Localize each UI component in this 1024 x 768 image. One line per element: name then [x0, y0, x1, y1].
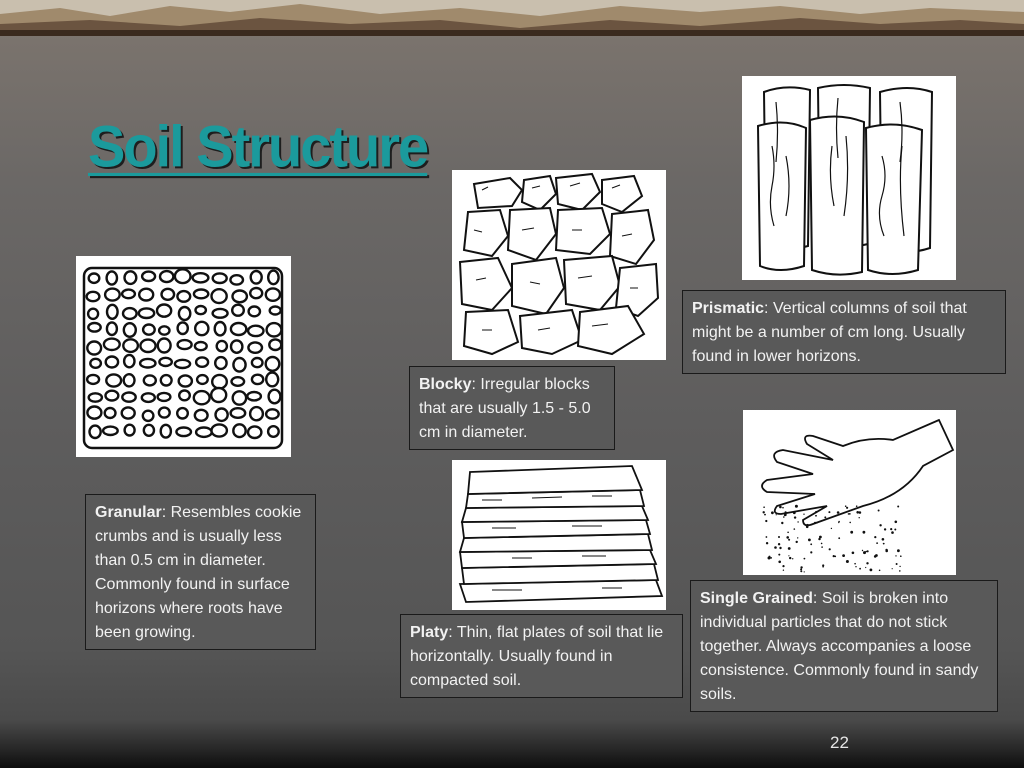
- slide-title: Soil Structure: [88, 113, 428, 180]
- single-grained-soil-image: [743, 410, 956, 575]
- granular-caption: [85, 494, 316, 650]
- landscape-banner: [0, 0, 1024, 36]
- granular-term: Granular: [95, 504, 162, 521]
- blocky-caption: [409, 366, 615, 450]
- prismatic-soil-image: [742, 76, 956, 280]
- blocky-term: Blocky: [419, 376, 472, 393]
- single-grained-caption: [690, 580, 998, 712]
- prismatic-description: : Vertical columns of soil that might be a number of cm long. Usually found in lower horizons.: [692, 300, 967, 365]
- single-grained-description: : Soil is broken into individual particles that do not stick together. Always accompanies a loose consistence. Commonly found in sandy soils.: [700, 590, 979, 703]
- single-grained-term: Single Grained: [700, 590, 813, 607]
- granular-description: : Resembles cookie crumbs and is usually less than 0.5 cm in diameter. Commonly found in surface horizons where roots have been growing.: [95, 504, 302, 641]
- platy-term: Platy: [410, 624, 449, 641]
- blocky-description: : Irregular blocks that are usually 1.5 - 5.0 cm in diameter.: [419, 376, 591, 441]
- platy-soil-image: [452, 460, 666, 610]
- prismatic-term: Prismatic: [692, 300, 765, 317]
- page-number: 22: [830, 733, 849, 752]
- platy-caption: [400, 614, 683, 698]
- platy-description: : Thin, flat plates of soil that lie horizontally. Usually found in compacted soil.: [410, 624, 664, 689]
- blocky-soil-image: [452, 170, 666, 360]
- granular-soil-image: [76, 256, 291, 457]
- prismatic-caption: [682, 290, 1006, 374]
